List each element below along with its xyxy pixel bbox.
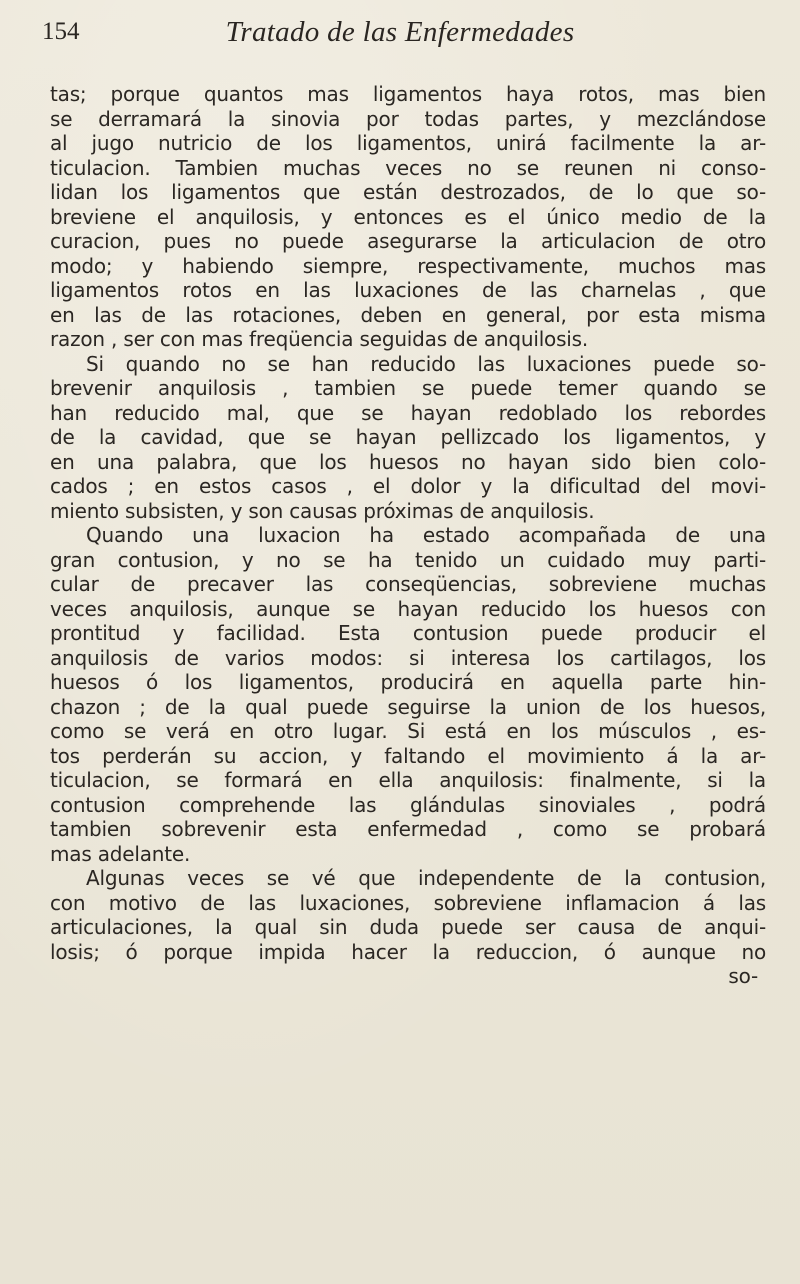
text-line: ticulacion. Tambien muchas veces no se reunen ni conso- [50,155,766,180]
text-line: chazon ; de la qual puede seguirse la union de los huesos, [50,694,766,719]
text-line: en las de las rotaciones, deben en general, por esta misma [50,302,766,327]
text-line: miento subsisten, y son causas próximas de anquilosis. [50,498,595,523]
text-line: Algunas veces se vé que independente de la contusion, [86,866,766,890]
text-line: breviene el anquilosis, y entonces es el único medio de la [50,204,766,229]
text-line: con motivo de las luxaciones, sobreviene inflamacion á las [50,890,766,915]
text-line: ligamentos rotos en las luxaciones de las charnelas , que [50,278,766,302]
running-title: Tratado de las Enfermedades [225,16,575,48]
text-line: brevenir anquilosis , tambien se puede temer quando se [50,376,766,400]
text-line: curacion, pues no puede asegurarse la articulacion de otro [50,229,766,253]
text-line: en una palabra, que los huesos no hayan sido bien colo- [50,449,766,474]
text-line: modo; y habiendo siempre, respectivamente, muchos mas [50,253,766,278]
text-line: Si quando no se han reducido las luxaciones puede so- [86,351,766,376]
text-line: huesos ó los ligamentos, producirá en aquella parte hin- [50,670,766,694]
catchword: so- [728,964,758,988]
text-line: prontitud y facilidad. Esta contusion puede producir el [50,621,766,645]
page-number: 154 [42,18,80,45]
page-header [42,14,758,58]
text-line: articulaciones, la qual sin duda puede ser causa de anqui- [50,915,766,939]
text-line: como se verá en otro lugar. Si está en los músculos , es- [50,719,766,743]
text-line: Quando una luxacion ha estado acompañada de una [86,523,766,547]
text-line: tas; porque quantos mas ligamentos haya rotos, mas bien [50,82,766,106]
text-line: cular de precaver las conseqüencias, sobreviene muchas [50,572,766,596]
text-line: cados ; en estos casos , el dolor y la dificultad del movi- [50,474,766,498]
text-line: lidan los ligamentos que están destrozados, de lo que so- [50,180,766,204]
body-text [50,82,766,989]
text-line: losis; ó porque impida hacer la reduccion, ó aunque no [50,939,766,964]
text-line: han reducido mal, que se hayan redoblado los rebordes [50,400,766,425]
text-line: contusion comprehende las glándulas sinoviales , podrá [50,792,766,817]
text-line: gran contusion, y no se ha tenido un cuidado muy parti- [50,547,766,572]
text-line: tambien sobrevenir esta enfermedad , como se probará [50,817,766,841]
text-line: razon , ser con mas freqüencia seguidas de anquilosis. [50,327,589,351]
text-line: se derramará la sinovia por todas partes, y mezclándose [50,106,766,131]
text-line: ticulacion, se formará en ella anquilosis: finalmente, si la [50,768,766,792]
text-line: al jugo nutricio de los ligamentos, unirá facilmente la ar- [50,131,766,155]
text-line: veces anquilosis, aunque se hayan reducido los huesos con [50,596,766,621]
text-line: mas adelante. [50,841,191,866]
text-line: anquilosis de varios modos: si interesa los cartilagos, los [50,645,766,670]
text-line: tos perderán su accion, y faltando el movimiento á la ar- [50,743,766,768]
text-line: de la cavidad, que se hayan pellizcado los ligamentos, y [50,425,766,449]
